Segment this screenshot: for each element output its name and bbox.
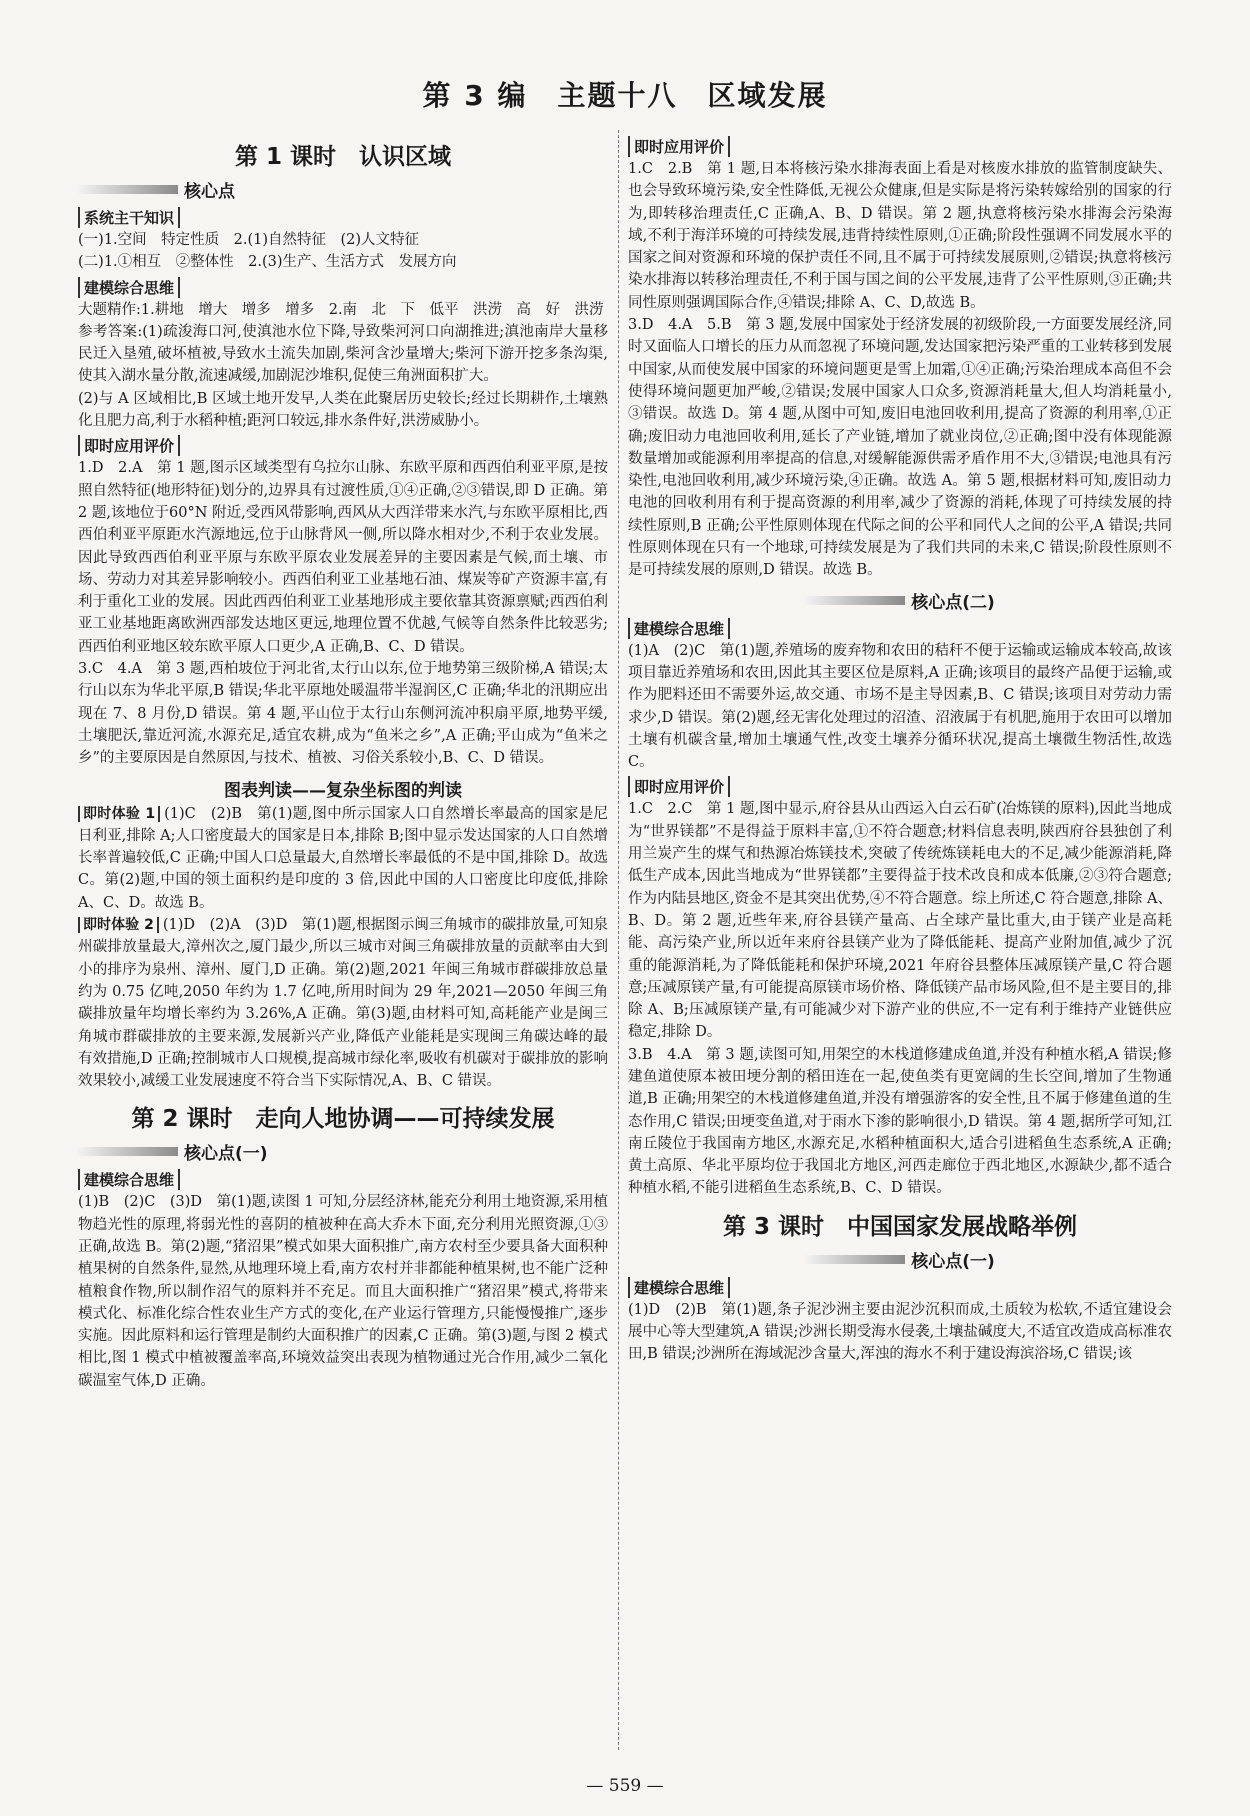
experience-2-text: (1)D (2)A (3)D 第(1)题,根据图示闽三角城市的碳排放量,可知泉州碳排放量最大,漳州次之,厦门最少,所以三城市对闽三角碳排放量的贡献率由大到小的排序为泉州、漳州、厦门,D 正确。第(2)题,2021 年闽三角城市群碳排放总量约为 0.75 亿吨,2050 年约为 1.7 亿吨,所用时间为 29 年,2021—2050 年闽三角碳排放量年均增长率约为 3.26%,A 正确。第(3)题,由材料可知,高耗能产业是闽三角城市群碳排放的主要来源,发展新兴产业,降低产业能耗是实现闽三角碳达峰的最有效措施,D 正确;控制城市人口规模,提高城市绿化率,吸收有机碳对于碳排放的影响效果较小,减缓工业发展速度不符合当下实际情况,A、B、C 错误。 bbox=[78, 917, 608, 1090]
heading-bar-icon bbox=[805, 596, 905, 605]
system-knowledge-text: (一)1.空间 特定性质 2.(1)自然特征 (2)人文特征 (二)1.①相互 ②整体性 2.(3)生产、生活方式 发展方向 bbox=[78, 232, 457, 271]
core-point-3-heading bbox=[628, 1247, 1172, 1272]
left-column bbox=[78, 136, 608, 1392]
lesson-2-title: 第 2 课时 走向人地协调——可持续发展 bbox=[131, 1106, 555, 1133]
model-thinking-2-text: (1)B (2)C (3)D 第(1)题,读图 1 可知,分层经济林,能充分利用土地资源,采用植物趋光性的原理,将弱光性的喜阴的植被种在高大乔木下面,充分利用光照资源,①③正确,故选 B。第(2)题,“猪沼果”模式如果大面积推广,南方农村至少要具备大面积种植果树的自然条件,显然,从地理环境上看,南方农村并非都能种植果树,也不能广泛种植粮食作物,所以制作沼气的原料并不充足。而且大面积推广“猪沼果”模式,将带来模式化、标准化综合性农业生产方式的变化,在产业运行管理方,只能慢慢推广,逐步实施。因此原料和运行管理是制约大面积推广的因素,C 正确。第(3)题,与图 2 模式相比,图 1 模式中植被覆盖率高,环境效益突出表现为植物通过光合作用,减少二氧化碳温室气体,D 正确。 bbox=[78, 1194, 608, 1389]
eval-text: 1.D 2.A 第 1 题,图示区域类型有乌拉尔山脉、东欧平原和西西伯利亚平原,是按照自然特征(地形特征)划分的,边界具有过渡性质,①④正确,②③错误,即 D 正确。第 2 题,该地位于60°N 附近,受西风带影响,西风从大西洋带来水汽,与东欧平原相比,西西伯利亚平原距水汽源地远,位于山脉背风一侧,所以降水相对少,不利于农业发展。因此导致西西伯利亚平原与东欧平原农业发展差异的主要因素是气候,而土壤、市场、劳动力对其差异影响较小。西西伯利亚工业基地石油、煤炭等矿产资源丰富,有利于重化工业的发展。因此西西伯利亚工业基地形成主要依靠其资源禀赋;西西伯利亚工业基地距离欧洲西部发达地区更远,地理位置不优越,气候等自然条件比较恶劣;西西伯利亚地区较东欧平原人口更少,A 正确,B、C、D 错误。 3.C 4.A 第 3 题,西柏坡位于河北省,太行山以东,位于地势第三级阶梯,A 错误;太行山以东为华北平原,B 错误;华北平原地处暖温带半湿润区,C 正确;华北的汛期应出现在 7、8 月份,D 错误。第 4 题,平山位于太行山东侧河流冲积扇平原,地势平缓,土壤肥沃,靠近河流,水源充足,适宜农耕,成为“鱼米之乡”,A 正确;平山成为“鱼米之乡”的主要原因是自然原因,与技术、植被、习俗关系较小,B、C、D 错误。 bbox=[78, 460, 608, 767]
right-column bbox=[628, 136, 1172, 1366]
core-point-label: 核心点 bbox=[184, 182, 235, 202]
section-tag-model-3: 建模综合思维 bbox=[628, 1277, 730, 1298]
model-thinking-right-text: (1)A (2)C 第(1)题,养殖场的废弃物和农田的秸秆不便于运输或运输成本较高,故该项目靠近养殖场和农田,因此其主要区位是原料,A 正确;该项目的最终产品便于运输,或作为肥料还田不需要外运,故交通、市场不是主导因素,B、C 错误;该项目对劳动力需求少,D 错误。第(2)题,经无害化处理过的沼渣、沼液属于有机肥,施用于农田可以增加土壤有机碳含量,增加土壤通气性,改变土壤养分循环状况,提高土壤微生物活性,故选 C。 bbox=[628, 642, 1172, 771]
heading-bar-icon bbox=[78, 185, 178, 194]
heading-bar-icon bbox=[805, 1255, 905, 1264]
section-tag-model-2: 建模综合思维 bbox=[78, 1169, 180, 1190]
lesson-1-title: 第 1 课时 认识区域 bbox=[234, 144, 452, 170]
lesson-3-title: 第 3 课时 中国国家发展战略举例 bbox=[722, 1213, 1078, 1240]
eval-2-text: 1.C 2.C 第 1 题,图中显示,府谷县从山西运入白云石矿(冶炼镁的原料),因此当地成为“世界镁都”不是得益于原料丰富,①不符合题意;材料信息表明,陕西府谷县独创了利用兰炭产生的煤气和热源冶炼镁技术,突破了传统炼镁耗电大的不足,减少能源消耗,降低生产成本,因此当地成为“世界镁都”主要得益于技术改良和成本低廉,②③符合题意;作为内陆县地区,资金不是其突出优势,④不符合题意。综上所述,C 符合题意,排除 A、B、D。第 2 题,近些年来,府谷县镁产量高、占全球产量比重大,由于镁产业是高耗能、高污染产业,所以近年来府谷县镁产业为了降低能耗、提高产业附加值,减少了沉重的能源消耗,为了降低能耗和保护环境,2021 年府谷县整体压减原镁产量,C 符合题意;压减原镁产量,有可能提高原镁市场价格、降低镁产品市场风险,但不是主要目的,排除 A、B;压减原镁产量,有可能减少对下游产业的供应,不一定有利于维持产业链供应稳定,排除 D。 3.B 4.A 第 3 题,读图可知,用架空的木栈道修建成鱼道,并没有种植水稻,A 错误;修建鱼道使原本被田埂分割的稻田连在一起,使鱼类有更宽阔的生长空间,增加了生物通道,B 正确;用架空的木栈道修建鱼道,并没有增强游客的安全性,且不属于修建鱼道的生态作用,C 错误;田埂变鱼道,对于雨水下渗的影响很小,D 错误。第 4 题,据所学可知,江南丘陵位于我国南方地区,水源充足,水稻种植面积大,适合引进稻鱼生态系统,A 正确;黄土高原、华北平原均位于我国北方地区,河西走廊位于西北地区,水源缺少,都不适合种植水稻,不能引进稻鱼生态系统,B、C、D 错误。 bbox=[628, 801, 1172, 1197]
experience-1-tag: 即时体验 1 bbox=[78, 806, 160, 822]
section-tag-eval-1: 即时应用评价 bbox=[628, 136, 730, 157]
eval-1-text: 1.C 2.B 第 1 题,日本将核污染水排海表面上看是对核废水排放的监管制度缺失、也会导致环境污染,安全性降低,无视公众健康,但是实际是将污染转嫁给别的国家的行为,即转移治理责任,C 正确,A、B、D 错误。第 2 题,执意将核污染水排海会污染海域,不利于海洋环境的可持续发展,违背持续性原则,①正确;阶段性强调不同发展水平的国家之间对资源和环境的保护责任不同,且不属于可持续发展原则,②错误;执意将核污染水排海以转移治理责任,不利于国与国之间的公平发展,违背了公平性原则,③正确;共同性原则强调国际合作,④错误;排除 A、C、D,故选 B。 3.D 4.A 5.B 第 3 题,发展中国家处于经济发展的初级阶段,一方面要发展经济,同时又面临人口增长的压力从而忽视了环境问题,发达国家把污染严重的工业转移到发展中国家,从而使发展中国家的环境问题更是雪上加霜,①④正确;污染治理成本高但不会使得环境问题更加严峻,②错误;发展中国家人口众多,资源消耗量大,但人均消耗量小,③错误。故选 D。第 4 题,从图中可知,废旧电池回收利用,提高了资源的利用率,①正确;废旧动力电池回收利用,延长了产业链,增加了就业岗位,②正确;图中没有体现能源数量增加或能源利用率提高的信息,对缓解能源供需矛盾作用不大,③错误;电池具有污染性,电池回收利用,减少环境污染,④正确。故选 A。第 5 题,根据材料可知,废旧动力电池的回收利用有利于提高资源的利用率,减少了资源的消耗,体现了可持续发展的持续性原则,B 正确;公平性原则体现在代际之间的公平和同代人之间的公平,A 错误;共同性原则体现在只有一个地球,可持续发展是为了我们共同的未来,C 错误;阶段性原则不是可持续发展的原则,D 错误。故选 B。 bbox=[628, 161, 1172, 579]
chart-reading-heading: 图表判读——复杂坐标图的判读 bbox=[224, 780, 462, 801]
section-tag-eval: 即时应用评价 bbox=[78, 435, 180, 456]
page-title: 第 3 编 主题十八 区域发展 bbox=[422, 79, 828, 112]
core-point-heading bbox=[78, 177, 608, 202]
core-point-2-heading bbox=[628, 588, 1172, 613]
core-point-1-label: 核心点(一) bbox=[184, 1144, 268, 1165]
section-tag-model: 建模综合思维 bbox=[78, 277, 180, 298]
section-tag-eval-2: 即时应用评价 bbox=[628, 776, 730, 797]
core-point-3-label: 核心点(一) bbox=[911, 1251, 995, 1272]
core-point-1-heading bbox=[78, 1139, 608, 1164]
column-divider bbox=[618, 130, 619, 1750]
experience-1-text: (1)C (2)B 第(1)题,图中所示国家人口自然增长率最高的国家是尼日利亚,排除 A;人口密度最大的国家是日本,排除 B;图中显示发达国家的人口自然增长率普遍较低,C 正确;中国人口总量最大,自然增长率最低的不是中国,排除 D。故选 C。第(2)题,中国的领土面积约是印度的 3 倍,因此中国的人口密度比印度低,排除 A、C、D。故选 B。 bbox=[78, 805, 608, 911]
section-tag-model-right: 建模综合思维 bbox=[628, 618, 730, 639]
core-point-2-label: 核心点(二) bbox=[911, 592, 995, 613]
experience-2-block bbox=[78, 914, 608, 1092]
heading-bar-icon bbox=[78, 1147, 178, 1156]
model-thinking-3-text: (1)D (2)B 第(1)题,条子泥沙洲主要由泥沙沉积而成,土质较为松软,不适宜建设会展中心等大型建筑,A 错误;沙洲长期受海水侵袭,土壤盐碱度大,不适宜改造成高标准农田,B 错误;沙洲所在海域泥沙含量大,浑浊的海水不利于建设海滨浴场,C 错误;该 bbox=[628, 1301, 1172, 1363]
section-tag-system: 系统主干知识 bbox=[78, 207, 180, 228]
model-thinking-text: 大题精作:1.耕地 增大 增多 增多 2.南 北 下 低平 洪涝 高 好 洪涝 参考答案:(1)疏浚海口河,使滇池水位下降,导致柴河河口向湖推进;滇池南岸大量移民迁入垦殖,破坏植被,导致水土流失加剧,柴河含沙量增大;柴河下游开挖多条沟渠,使其入湖水量分散,流速减缓,加剧泥沙堆积,促使三角洲面积扩大。 (2)与 A 区域相比,B 区域土地开发早,人类在此聚居历史较长;经过长期耕作,土壤熟化且肥力高,利于水稻种植;距河口较远,排水条件好,洪涝威胁小。 bbox=[78, 301, 608, 430]
experience-2-tag: 即时体验 2 bbox=[78, 917, 159, 933]
page-number: — 559 — bbox=[586, 1776, 664, 1796]
experience-1-block bbox=[78, 803, 608, 914]
